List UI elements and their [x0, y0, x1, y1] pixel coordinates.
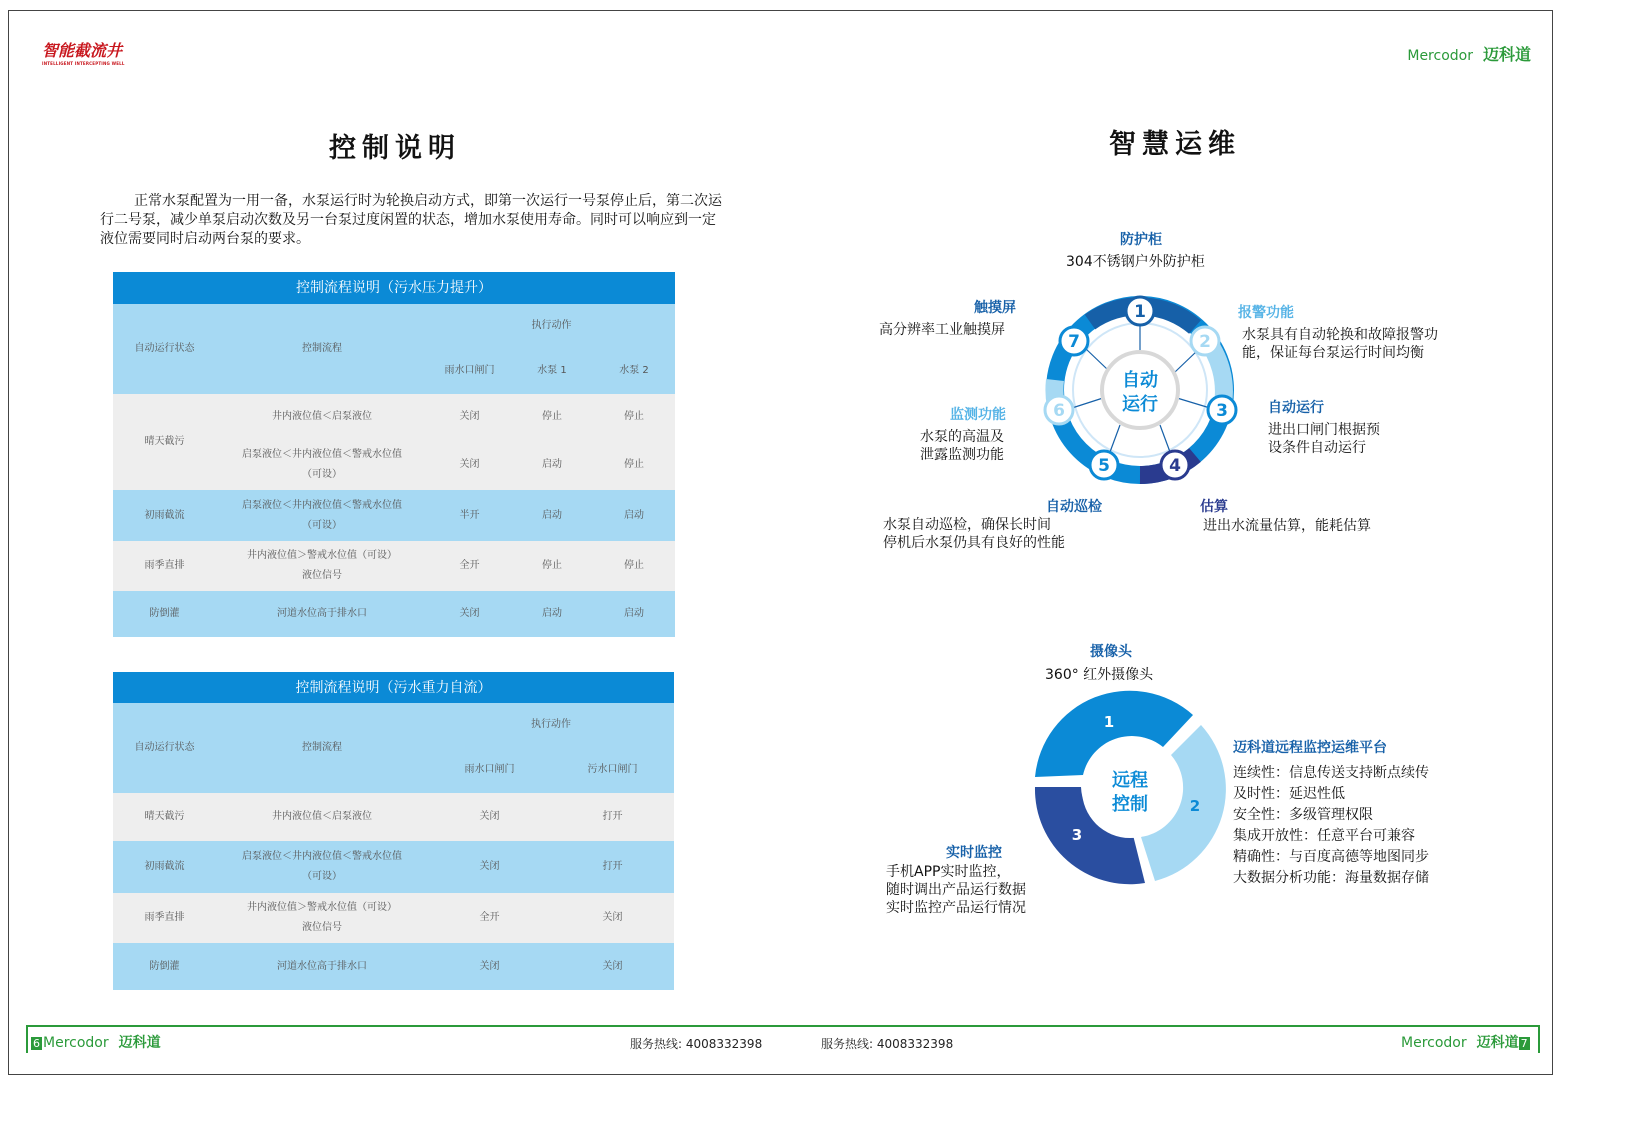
ring-item-title: 防护柜	[1120, 232, 1162, 248]
table-cell-state: 晴天截污	[113, 793, 216, 841]
camera-title: 摄像头	[1090, 644, 1132, 660]
table-cell: 关闭	[428, 841, 551, 893]
ring-item-title: 自动巡检	[1046, 499, 1102, 515]
table-cell: 停止	[511, 541, 593, 591]
header-state: 自动运行状态	[113, 304, 216, 394]
donut-center-line1: 远程	[1112, 770, 1148, 791]
donut-segment-label: 3	[1071, 826, 1083, 844]
table-cell: 停止	[593, 440, 675, 490]
footer-brand-left: 6 Mercodor 迈科道	[33, 1035, 161, 1051]
ring-item-title: 触摸屏	[974, 300, 1016, 316]
monitor-title: 实时监控	[946, 845, 1002, 861]
table-cell-flow: 启泵液位＜井内液位值＜警戒水位值 （可设）	[216, 841, 428, 893]
header-sub: 雨水口闸门	[428, 747, 551, 793]
header-state: 自动运行状态	[113, 703, 216, 793]
table-cell-state: 初雨截流	[113, 841, 216, 893]
ring-center-line2: 运行	[1122, 394, 1158, 415]
table-caption: 控制流程说明（污水压力提升）	[113, 272, 675, 304]
table-cell-flow: 启泵液位＜井内液位值＜警戒水位值 （可设）	[216, 440, 428, 490]
ring-item-title: 自动运行	[1268, 400, 1324, 416]
table-cell-flow: 井内液位值＞警戒水位值（可设） 液位信号	[216, 541, 428, 591]
donut-segment-label: 2	[1189, 797, 1201, 815]
table-cell: 停止	[511, 394, 593, 440]
table-cell: 停止	[593, 394, 675, 440]
control-table-gravity	[113, 672, 674, 990]
table-cell-flow: 启泵液位＜井内液位值＜警戒水位值 （可设）	[216, 490, 428, 541]
table-cell-state: 晴天截污	[113, 394, 216, 490]
page-title-left: 控制说明	[329, 133, 461, 164]
table-cell-flow: 井内液位值＞警戒水位值（可设） 液位信号	[216, 893, 428, 943]
remote-control-donut	[1025, 685, 1235, 895]
table-cell: 停止	[593, 541, 675, 591]
table-cell: 关闭	[551, 893, 674, 943]
hotline-left: 服务热线: 4008332398	[630, 1037, 763, 1051]
header-sub: 水泵 1	[511, 348, 593, 394]
intro-paragraph: 正常水泵配置为一用一备，水泵运行时为轮换启动方式，即第一次运行一号泵停止后，第二次运行二号泵，减少单泵启动次数及另一台泵过度闲置的状态，增加水泵使用寿命。同时可以响应到一定液位需要同时启动两台泵的要求。	[100, 193, 722, 247]
donut-center-line2: 控制	[1112, 794, 1148, 815]
ops-ring-diagram	[1030, 280, 1250, 500]
ring-item-desc: 水泵的高温及 泄露监测功能	[920, 429, 1004, 463]
header-flow: 控制流程	[216, 703, 428, 793]
table-cell: 关闭	[428, 591, 511, 637]
ring-node-label: 4	[1169, 456, 1181, 476]
ring-item-desc: 水泵自动巡检，确保长时间 停机后水泵仍具有良好的性能	[883, 517, 1065, 551]
table-cell-state: 雨季直排	[113, 541, 216, 591]
table-cell: 启动	[511, 440, 593, 490]
ring-item-title: 估算	[1200, 499, 1228, 515]
table-cell-state: 初雨截流	[113, 490, 216, 541]
table-cell-flow: 河道水位高于排水口	[216, 591, 428, 637]
header-sub: 水泵 2	[593, 348, 675, 394]
header-brand: Mercodor 迈科道	[1407, 45, 1531, 64]
ring-item-desc: 进出口闸门根据预 设条件自动运行	[1268, 422, 1380, 456]
table-cell-state: 防倒灌	[113, 943, 216, 990]
ring-item-desc: 304不锈钢户外防护柜	[1066, 254, 1205, 270]
table-caption: 控制流程说明（污水重力自流）	[113, 672, 674, 703]
page-number: 7	[1520, 1037, 1528, 1050]
page-title-right: 智慧运维	[1109, 129, 1241, 160]
ring-node-label: 2	[1199, 332, 1211, 352]
ring-item-desc: 水泵具有自动轮换和故障报警功 能，保证每台泵运行时间均衡	[1242, 327, 1438, 361]
table-cell-state: 防倒灌	[113, 591, 216, 637]
table-cell-flow: 井内液位值＜启泵液位	[216, 394, 428, 440]
ring-node-label: 7	[1068, 332, 1080, 352]
control-table-pressure	[113, 272, 675, 637]
table-cell: 全开	[428, 893, 551, 943]
table-cell: 关闭	[428, 943, 551, 990]
table-cell-flow: 井内液位值＜启泵液位	[216, 793, 428, 841]
table-cell: 关闭	[428, 793, 551, 841]
table-cell: 启动	[511, 591, 593, 637]
ring-node-label: 3	[1216, 401, 1228, 421]
table-cell: 全开	[428, 541, 511, 591]
ring-node-label: 1	[1134, 302, 1146, 322]
table-cell: 启动	[593, 591, 675, 637]
donut-segment-label: 1	[1103, 713, 1115, 731]
table-cell: 关闭	[551, 943, 674, 990]
ring-item-title: 监测功能	[950, 407, 1006, 423]
table-cell-state: 雨季直排	[113, 893, 216, 943]
header-action: 执行动作	[428, 304, 675, 348]
footer-rule	[26, 1025, 1540, 1053]
ring-node-label: 5	[1098, 456, 1110, 476]
table-cell: 关闭	[428, 440, 511, 490]
header-sub: 雨水口闸门	[428, 348, 511, 394]
table-cell: 打开	[551, 793, 674, 841]
ring-item-desc: 进出水流量估算，能耗估算	[1203, 518, 1371, 534]
header-action: 执行动作	[428, 703, 674, 747]
monitor-desc: 手机APP实时监控， 随时调出产品运行数据 实时监控产品运行情况	[886, 864, 1026, 916]
ring-center-line1: 自动	[1122, 370, 1158, 391]
ring-item-title: 报警功能	[1238, 305, 1294, 321]
platform-title: 迈科道远程监控运维平台	[1233, 740, 1387, 756]
ring-item-desc: 高分辨率工业触摸屏	[879, 322, 1005, 338]
header-sub: 污水口闸门	[551, 747, 674, 793]
hotline-right: 服务热线: 4008332398	[821, 1037, 954, 1051]
table-cell: 关闭	[428, 394, 511, 440]
table-cell: 启动	[593, 490, 675, 541]
page-number: 6	[33, 1037, 40, 1050]
header-flow: 控制流程	[216, 304, 428, 394]
table-cell: 打开	[551, 841, 674, 893]
footer-brand-right: Mercodor 迈科道 7	[1401, 1035, 1528, 1051]
table-cell: 半开	[428, 490, 511, 541]
platform-features: 连续性：信息传送支持断点续传 及时性：延迟性低 安全性：多级管理权限 集成开放性：任意平台可兼容 精确性：与百度高德等地图同步 大数据分析功能：海量数据存储	[1233, 765, 1429, 886]
camera-desc: 360° 红外摄像头	[1045, 667, 1154, 683]
table-cell-flow: 河道水位高于排水口	[216, 943, 428, 990]
ring-node-label: 6	[1053, 401, 1065, 421]
table-cell: 启动	[511, 490, 593, 541]
logo: 智能截流井 INTELLIGENT INTERCEPTING WELL	[42, 41, 125, 66]
